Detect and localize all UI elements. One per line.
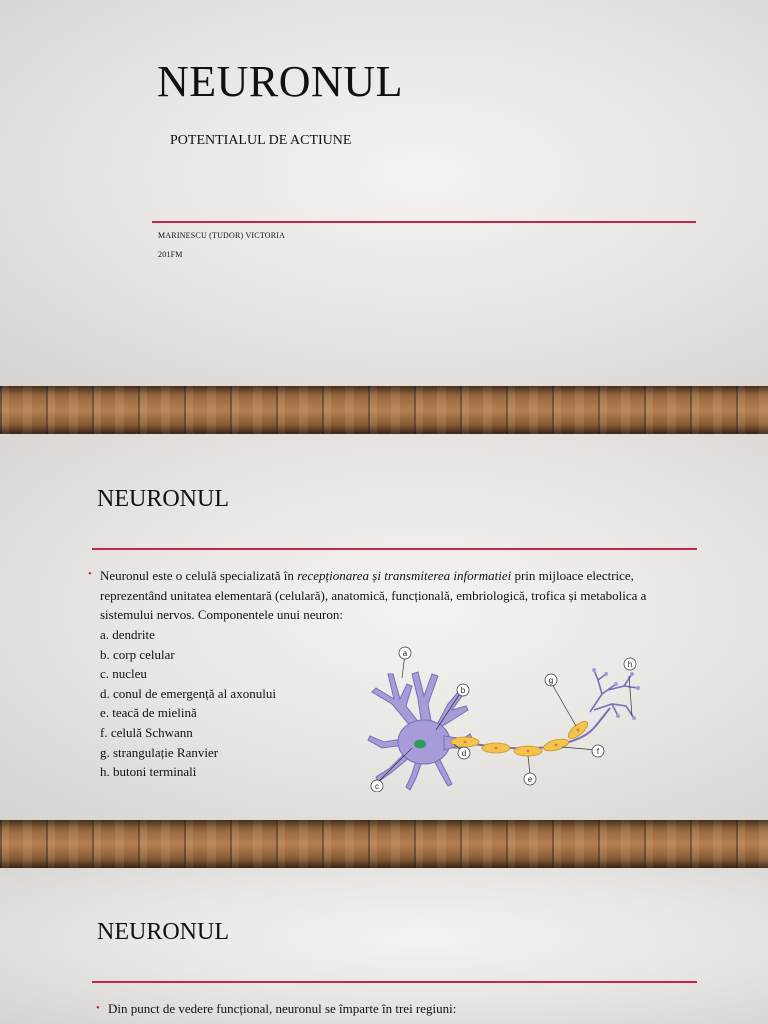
components-list (100, 625, 276, 782)
definition-start: Neuronul este o celulă specializată în (100, 568, 298, 583)
title-slide (0, 0, 768, 386)
content-slide-components (0, 434, 768, 820)
content-slide-regions (0, 868, 768, 1024)
list-item: e. teacă de mielină (100, 705, 197, 721)
label-f: f (596, 747, 600, 756)
slide-title: NEURONUL (157, 57, 403, 106)
group-label: 201FM (158, 250, 183, 259)
regions-intro: Din punct de vedere funcțional, neuronul se împarte în trei regiuni: (108, 1001, 457, 1016)
label-h: h (627, 660, 633, 669)
section-title: NEURONUL (97, 486, 229, 512)
accent-divider (152, 221, 696, 223)
list-item: g. strangulație Ranvier (100, 744, 219, 760)
nucleus-shape (414, 740, 426, 749)
label-c: c (375, 782, 379, 791)
label-a: a (402, 649, 408, 658)
list-item: b. corp celular (100, 646, 175, 662)
list-item: f. celulă Schwann (100, 724, 193, 740)
bullet-icon: • (88, 568, 92, 580)
list-item: d. conul de emergență al axonului (100, 685, 276, 701)
label-d: d (461, 749, 467, 758)
wood-floor-band (0, 386, 768, 434)
bullet-icon: • (96, 1002, 100, 1014)
neuron-diagram (362, 644, 644, 792)
label-b: b (460, 686, 466, 695)
list-item: c. nucleu (100, 666, 147, 682)
label-g: g (548, 676, 554, 685)
label-e: e (527, 775, 533, 784)
axon-terminals (590, 670, 638, 718)
list-item: a. dendrite (100, 627, 155, 642)
axon (458, 708, 610, 748)
definition-end: prin mijloace electrice, reprezentând unitatea elementară (celulară), anatomică, funcțională, embriologică, trofica și metabolica a sistemului nervos. Componentele unui neuron: (100, 568, 647, 622)
slide-subtitle: POTENTIALUL DE ACTIUNE (170, 133, 352, 148)
list-item: h. butoni terminali (100, 764, 197, 780)
accent-divider (92, 548, 697, 550)
accent-divider (92, 981, 697, 983)
wood-floor-band (0, 820, 768, 868)
author-name: MARINESCU (TUDOR) VICTORIA (158, 231, 286, 240)
neuron-definition (100, 566, 700, 625)
definition-emphasis: recepționarea și transmiterea informatiei (297, 568, 512, 583)
section-title: NEURONUL (97, 919, 229, 945)
